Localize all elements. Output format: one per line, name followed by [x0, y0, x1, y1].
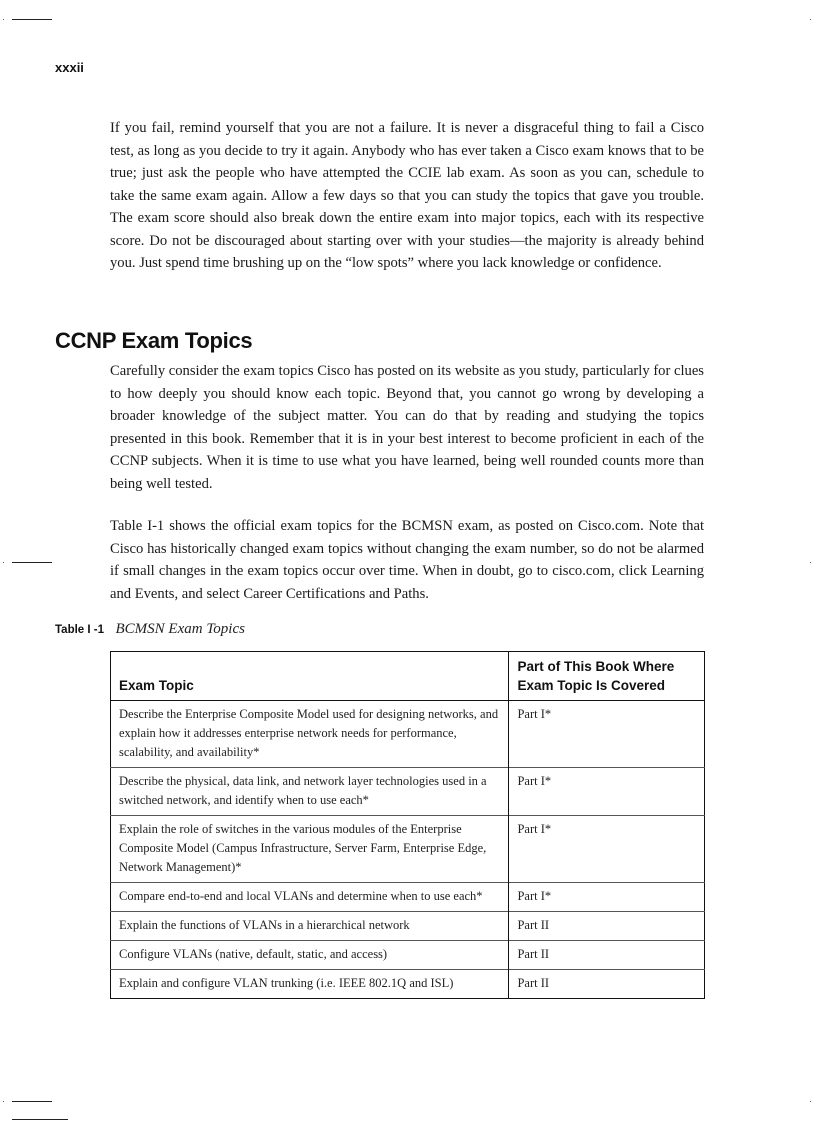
section-paragraph-1: Carefully consider the exam topics Cisco has posted on its website as you study, particularly for clues to how deeply you should know each topic. Beyond that, you cannot go wrong by developing a broader knowledge of the subject matter. You can do that by reading and studying the topics presented in this book. Remember that it is in your best interest to become proficient in each of the CCNP subjects. When it is time to use what you have learned, being well rounded counts more than being well tested.: [110, 363, 704, 492]
table-row: [111, 768, 705, 816]
crop-mark-bottom-left-1: [12, 1101, 52, 1102]
section-heading: CCNP Exam Topics: [55, 328, 253, 353]
page-number: xxxii: [55, 60, 84, 75]
table-caption: [55, 621, 245, 638]
table-caption-title: BCMSN Exam Topics: [115, 621, 245, 637]
crop-dot-left-mid: [3, 562, 4, 563]
table-caption-label: Table I -1: [55, 624, 104, 636]
table-row: [111, 941, 705, 970]
crop-dot-right-top: [810, 19, 811, 20]
section-paragraph-2: Table I-1 shows the official exam topics for the BCMSN exam, as posted on Cisco.com. Note that Cisco has historically changed exam topics without changing the exam number, so do not be alarmed if small changes in the exam topics occur over time. When in doubt, go to cisco.com, click Learning and Events, and select Career Certifications and Paths.: [110, 518, 704, 602]
header-book-part: Part of This Book Where Exam Topic Is Covered: [509, 652, 705, 701]
topic-cell: Explain the role of switches in the various modules of the Enterprise Composite Model (Campus Infrastructure, Server Farm, Enterprise Edge, Network Management)*: [111, 816, 509, 883]
part-cell: Part I*: [509, 883, 705, 912]
crop-mark-mid-left: [12, 562, 52, 563]
table-row: [111, 912, 705, 941]
table-row: [111, 816, 705, 883]
table-row: [111, 883, 705, 912]
topic-cell: Explain the functions of VLANs in a hierarchical network: [111, 912, 509, 941]
topic-cell: Compare end-to-end and local VLANs and determine when to use each*: [111, 883, 509, 912]
crop-dot-left-top: [3, 19, 4, 20]
crop-mark-bottom-left-2: [12, 1119, 68, 1120]
part-cell: Part II: [509, 970, 705, 999]
header-exam-topic: Exam Topic: [111, 652, 509, 701]
crop-dot-right-mid: [810, 562, 811, 563]
part-cell: Part I*: [509, 701, 705, 768]
part-cell: Part II: [509, 912, 705, 941]
topic-cell: Describe the physical, data link, and network layer technologies used in a switched network, and identify when to use each*: [111, 768, 509, 816]
table-row: [111, 970, 705, 999]
topic-cell: Explain and configure VLAN trunking (i.e. IEEE 802.1Q and ISL): [111, 970, 509, 999]
table-header-row: [111, 652, 705, 701]
crop-mark-top-left: [12, 19, 52, 20]
topic-cell: Describe the Enterprise Composite Model used for designing networks, and explain how it addresses enterprise network needs for performance, scalability, and availability*: [111, 701, 509, 768]
crop-dot-left-bottom: [3, 1101, 4, 1102]
crop-dot-right-bottom: [810, 1101, 811, 1102]
table-row: [111, 701, 705, 768]
part-cell: Part I*: [509, 816, 705, 883]
topic-cell: Configure VLANs (native, default, static, and access): [111, 941, 509, 970]
part-cell: Part I*: [509, 768, 705, 816]
exam-topics-table: [110, 651, 705, 999]
intro-paragraph: If you fail, remind yourself that you are not a failure. It is never a disgraceful thing to fail a Cisco test, as long as you decide to try it again. Anybody who has ever taken a Cisco exam knows that to be true; just ask the people who have attempted the CCIE lab exam. As soon as you can, schedule to take the same exam again. Allow a few days so that you can study the topics that gave you trouble. The exam score should also break down the entire exam into major topics, each with its respective score. Do not be discouraged about starting over with your studies—the majority is already behind you. Just spend time brushing up on the “low spots” where you lack knowledge or confidence.: [110, 120, 704, 271]
part-cell: Part II: [509, 941, 705, 970]
